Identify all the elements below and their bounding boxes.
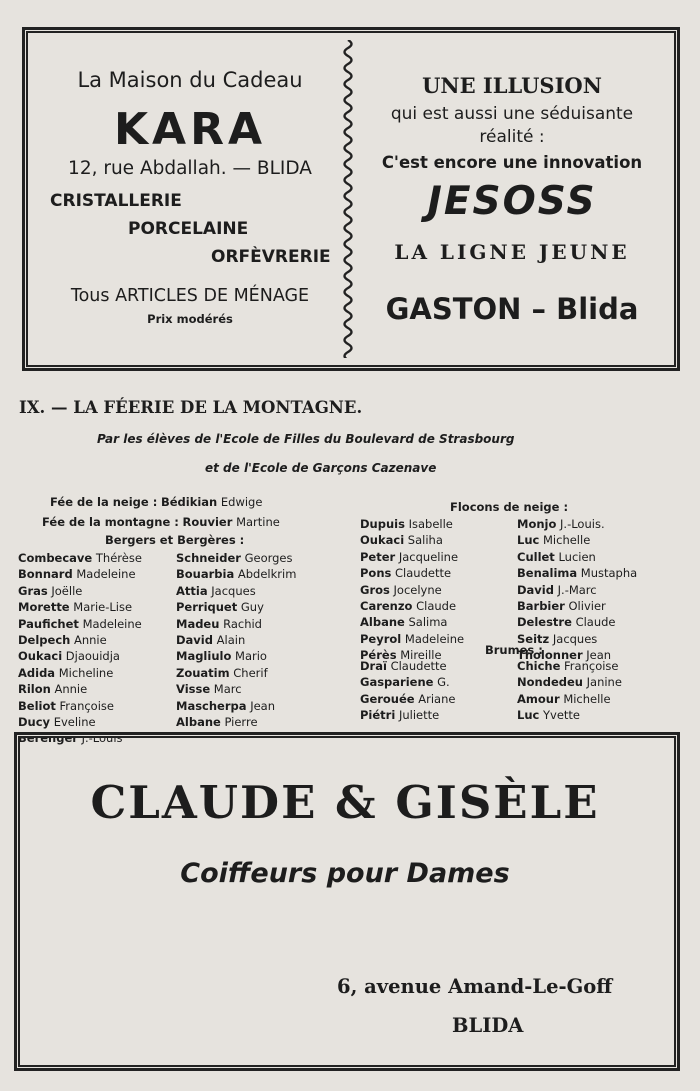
surname: Nondedeu [517,675,583,690]
fee-montagne-label: Fée de la montagne : [42,515,179,529]
list-item [176,665,296,681]
fee-neige-first: Edwige [220,495,263,509]
first-name: Mireille [400,648,442,663]
first-name: Cherif [233,665,268,680]
first-name: Jocelyne [393,582,442,597]
first-name: Claudette [390,659,447,673]
list-item [360,532,464,548]
surname: Zouatim [176,665,230,680]
ad-jesoss-line4: C'est encore une innovation [381,153,643,172]
list-item [517,532,637,548]
ad-claude-address: 6, avenue Amand-Le-Goff [337,975,613,998]
surname: Rilon [18,682,51,697]
ad-kara-prices: Prix modérés [147,312,233,326]
surname: Mascherpa [176,698,247,713]
list-item [18,583,142,599]
ad-kara-address: 12, rue Abdallah. — BLIDA [68,158,312,179]
list-item [517,674,622,690]
surname: Draï [360,659,387,673]
surname: Peyrol [360,631,402,646]
first-name: J.-Louis. [560,517,605,531]
list-item [360,549,464,565]
fee-neige-name: Bédikian [160,495,218,509]
list-item [18,599,142,615]
surname: Gros [360,582,390,597]
list-item [517,614,637,630]
ad-jesoss-headline: UNE ILLUSION [422,73,602,98]
first-name: Eveline [53,715,96,730]
first-name: Djaouidja [65,649,120,664]
list-item [360,565,464,581]
first-name: Madeleine [404,631,465,646]
surname: Madeu [176,616,220,631]
surname: Paufichet [18,616,79,631]
surname: Pons [360,566,392,581]
first-name: Jacques [211,583,256,598]
surname: Monjo [517,517,557,531]
ad-jesoss-line3: réalité : [479,127,545,147]
list-item [517,549,637,565]
first-name: Michelle [543,533,591,548]
surname: David [517,582,554,597]
list-item [18,714,142,730]
ad-kara-brand: KARA [113,104,267,155]
surname: Visse [176,682,211,697]
list-item [18,566,142,582]
surname: Combecave [18,551,93,565]
list-item [360,674,455,690]
first-name: Alain [216,633,246,648]
ad-jesoss-line6: LA LIGNE JEUNE [394,240,630,264]
surname: Oukaci [360,533,405,548]
surname: Perriquet [176,600,238,615]
surname: Gaspariene [360,675,434,690]
ad-kara-shop-line: La Maison du Cadeau [77,68,303,92]
list-item [360,691,455,707]
surname: David [176,633,213,648]
surname: Beliot [18,698,56,713]
list-item [176,632,296,648]
surname: Delestre [517,615,572,630]
first-name: Annie [73,633,107,648]
list-item [360,516,464,532]
first-name: Thérèse [95,551,142,565]
first-name: Claudette [395,566,452,581]
ad-jesoss-brand: JESOSS [427,179,597,224]
first-name: J.-Marc [557,582,597,597]
first-name: Janine [586,675,622,690]
ad-jesoss-shop: GASTON – Blida [385,292,639,326]
fee-montagne-first: Martine [236,515,280,529]
surname: Amour [517,691,560,706]
surname: Oukaci [18,649,63,664]
surname: Piétri [360,708,396,723]
ad-kara-item-1: CRISTALLERIE [50,191,182,211]
program-subtitle-2: et de l'Ecole de Garçons Cazenave [205,461,437,475]
first-name: Claude [416,599,457,614]
list-item [517,516,637,532]
list-item [176,681,296,697]
first-name: Marie-Lise [73,600,133,615]
flocons-label: Flocons de neige : [450,500,569,514]
first-name: Michelle [563,691,611,706]
ad-claude-tagline: Coiffeurs pour Dames [180,858,510,889]
surname: Bérenger [18,731,78,746]
ad-kara-item-2: PORCELAINE [128,219,249,239]
list-item [18,681,142,697]
surname: Benalima [517,566,578,581]
first-name: Mario [235,649,267,664]
fee-neige [50,494,262,510]
first-name: Ariane [418,691,456,706]
first-name: Jacques [552,631,598,646]
fee-neige-label: Fée de la neige : [50,495,158,509]
program-subtitle-1: Par les élèves de l'Ecole de Filles du Boulevard de Strasbourg [97,432,515,446]
list-item [176,583,296,599]
first-name: Pierre [224,715,258,730]
first-name: Jean [586,648,612,663]
surname: Barbier [517,599,565,614]
list-item [517,707,622,723]
first-name: Jean [250,698,275,713]
surname: Magliulo [176,649,232,664]
list-item [176,714,296,730]
list-item [176,616,296,632]
list-item [360,631,464,647]
bergers-column-2 [176,550,296,730]
surname: Albane [176,715,221,730]
surname: Peter [360,549,396,564]
surname: Schneider [176,551,241,565]
list-item [176,698,296,714]
surname: Pérès [360,648,397,663]
flocons-column-1 [360,516,464,664]
first-name: Saliha [407,533,443,548]
ad-jesoss-line2: qui est aussi une séduisante [390,104,634,124]
surname: Gerouée [360,691,415,706]
surname: Luc [517,533,540,548]
list-item [360,598,464,614]
first-name: Françoise [564,659,619,673]
list-item [18,665,142,681]
list-item [176,550,296,566]
brumes-column-2 [517,658,622,724]
program-title: IX. — LA FÉERIE DE LA MONTAGNE. [19,398,363,417]
ad-kara-item-3: ORFÈVRERIE [211,247,331,267]
first-name: G. [437,675,450,690]
surname: Attia [176,583,208,598]
first-name: Abdelkrim [237,567,297,582]
list-item [176,599,296,615]
first-name: Rachid [223,616,262,631]
wavy-divider [339,40,357,358]
first-name: Madeleine [76,567,136,582]
first-name: Juliette [398,708,440,723]
first-name: Marc [213,682,242,697]
first-name: Joëlle [51,583,83,598]
first-name: Salima [408,615,448,630]
list-item [360,707,455,723]
ad-kara-articles: Tous ARTICLES DE MÉNAGE [70,286,310,306]
first-name: Olivier [568,599,606,614]
first-name: Annie [54,682,88,697]
fee-montagne-name: Rouvier [182,515,233,529]
surname: Cullet [517,549,555,564]
surname: Ducy [18,715,51,730]
surname: Adida [18,665,56,680]
list-item [517,631,637,647]
surname: Carenzo [360,599,413,614]
list-item [18,550,142,566]
list-item [360,614,464,630]
bergers-column-1 [18,550,142,747]
list-item [18,616,142,632]
list-item [18,698,142,714]
first-name: Jacqueline [398,549,459,564]
first-name: Isabelle [408,517,453,531]
surname: Morette [18,600,70,615]
list-item [517,582,637,598]
list-item [18,648,142,664]
list-item [517,658,622,674]
first-name: Madeleine [82,616,142,631]
first-name: Lucien [558,549,596,564]
flocons-column-2 [517,516,637,664]
list-item [18,632,142,648]
list-item [176,566,296,582]
surname: Bouarbia [176,567,235,582]
surname: Dupuis [360,517,405,531]
surname: Luc [517,708,540,723]
surname: Delpech [18,633,71,648]
bergers-label: Bergers et Bergères : [105,533,245,547]
ad-claude-brand: CLAUDE & GISÈLE [90,776,600,829]
first-name: Guy [240,600,264,615]
surname: Bonnard [18,567,73,582]
brumes-label: Brumes : [485,643,543,657]
first-name: Micheline [58,665,114,680]
fee-montagne [42,514,280,530]
list-item [517,565,637,581]
ad-claude-city: BLIDA [452,1014,524,1037]
surname: Chiche [517,659,561,673]
surname: Seitz [517,631,550,646]
first-name: Yvette [543,708,580,723]
first-name: Claude [575,615,616,630]
list-item [360,582,464,598]
list-item [517,691,622,707]
first-name: Georges [244,551,293,565]
first-name: Françoise [59,698,114,713]
surname: Gras [18,583,48,598]
first-name: Mustapha [580,566,638,581]
list-item [360,658,455,674]
surname: Albane [360,615,405,630]
surname: Tholonner [517,648,583,663]
first-name: J.-Louis [81,731,123,746]
brumes-column-1 [360,658,455,724]
list-item [517,598,637,614]
list-item [176,648,296,664]
